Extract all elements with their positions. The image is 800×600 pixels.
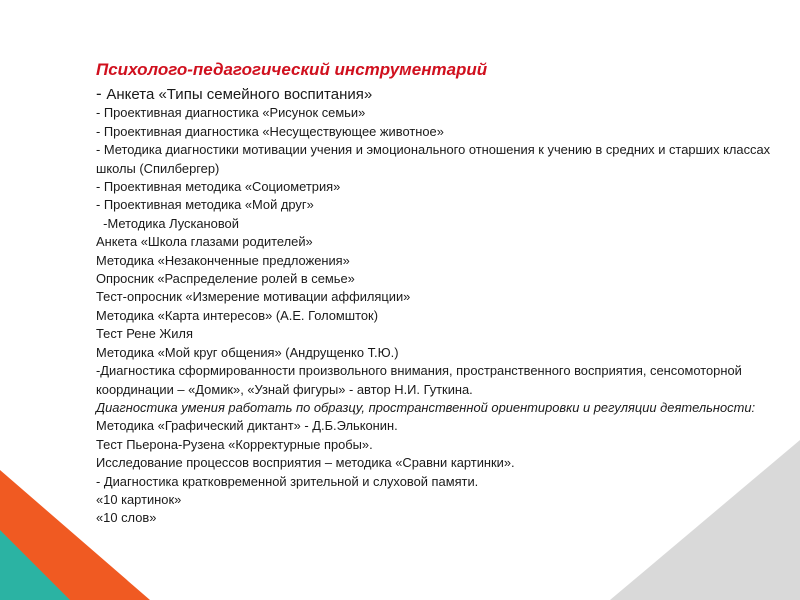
text-line: - Диагностика кратковременной зрительной и слуховой памяти. [96, 473, 479, 489]
text-line: Методика «Карта интересов» (А.Е. Голомшток) [96, 307, 378, 323]
text-line: «10 картинок» [96, 491, 182, 507]
text-line: -Диагностика сформированности произвольного внимания, пространственного восприятия, сенсомоторной координации – «Домик», «Узнай фигуры» - автор Н.И. Гуткина. [96, 363, 742, 397]
text-line: - Проективная диагностика «Несуществующее животное» [96, 123, 444, 139]
text-line: Исследование процессов восприятия – методика «Сравни картинки». [96, 455, 515, 471]
text-line: Методика «Графический диктант» - Д.Б.Эльконин. [96, 418, 398, 434]
text-line: - Проективная методика «Социометрия» [96, 179, 341, 195]
text-line: Методика «Мой круг общения» (Андрущенко Т.Ю.) [96, 344, 399, 360]
text-line: Опросник «Распределение ролей в семье» [96, 271, 355, 287]
slide-content [96, 58, 776, 528]
text-line: «10 слов» [96, 510, 157, 526]
text-line: Анкета «Школа глазами родителей» [96, 234, 313, 250]
text-line: -Методика Лускановой [96, 215, 239, 231]
text-line: Диагностика умения работать по образцу, пространственной ориентировки и регуляции деятельности: [96, 399, 756, 415]
text-line: Методика «Незаконченные предложения» [96, 252, 350, 268]
text-line-first [96, 85, 776, 104]
text-line: - Методика диагностики мотивации учения и эмоционального отношения к учению в средних и старших классах школы (Спилбергер) [96, 142, 771, 176]
text-line: - Проективная методика «Мой друг» [96, 197, 314, 213]
first-line-dash: - [96, 84, 107, 103]
text-line: Тест-опросник «Измерение мотивации аффиляции» [96, 289, 411, 305]
text-lines [96, 104, 776, 527]
first-line-text: Анкета «Типы семейного воспитания» [106, 86, 373, 103]
text-line: Тест Пьерона-Рузена «Корректурные пробы». [96, 436, 373, 452]
text-line: Тест Рене Жиля [96, 326, 193, 342]
text-line: - Проективная диагностика «Рисунок семьи» [96, 105, 366, 121]
slide-title: Психолого-педагогический инструментарий [96, 60, 488, 79]
